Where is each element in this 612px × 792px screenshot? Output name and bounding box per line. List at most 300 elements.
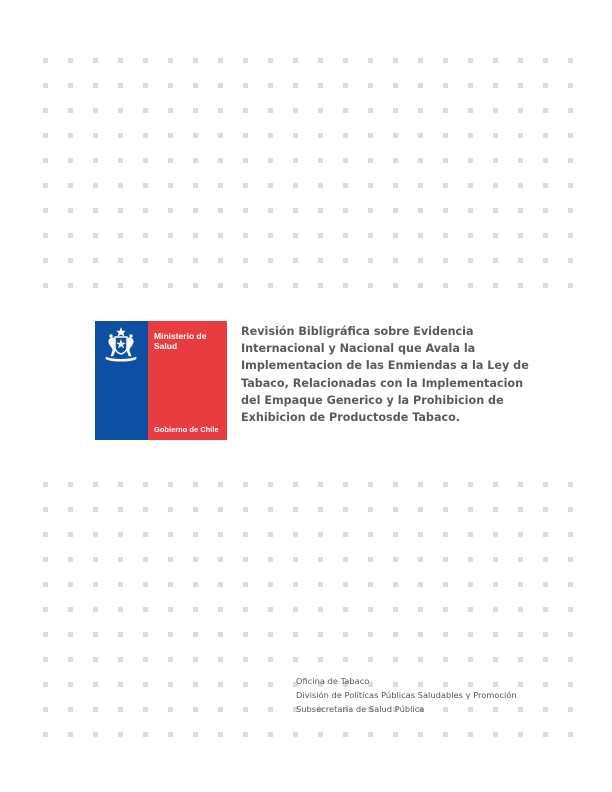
- grid-dot: [293, 258, 298, 263]
- grid-dot: [143, 158, 148, 163]
- grid-dot: [568, 233, 573, 238]
- grid-dot: [543, 507, 548, 512]
- grid-dot: [118, 532, 123, 537]
- grid-dot: [343, 482, 348, 487]
- grid-dot: [118, 482, 123, 487]
- title-line: Internacional y Nacional que Avala la: [241, 342, 476, 356]
- grid-dot: [143, 682, 148, 687]
- grid-dot: [168, 532, 173, 537]
- title-line: Revisión Bibligráfica sobre Evidencia: [241, 325, 474, 338]
- grid-dot: [543, 657, 548, 662]
- grid-dot: [443, 108, 448, 113]
- grid-dot: [318, 607, 323, 612]
- grid-dot: [143, 58, 148, 63]
- grid-dot: [318, 233, 323, 238]
- grid-dot: [218, 632, 223, 637]
- grid-dot: [243, 607, 248, 612]
- undersecretariat-name: Subsecretaría de Salud Pública: [296, 703, 425, 714]
- grid-dot: [418, 183, 423, 188]
- grid-dot: [343, 582, 348, 587]
- grid-dot: [518, 133, 523, 138]
- grid-dot: [443, 283, 448, 288]
- grid-dot: [493, 258, 498, 263]
- grid-dot: [43, 657, 48, 662]
- grid-dot: [143, 283, 148, 288]
- grid-dot: [43, 258, 48, 263]
- grid-dot: [143, 532, 148, 537]
- grid-dot: [143, 732, 148, 737]
- grid-dot: [218, 557, 223, 562]
- grid-dot: [293, 208, 298, 213]
- grid-dot: [118, 258, 123, 263]
- grid-dot: [418, 632, 423, 637]
- grid-dot: [393, 657, 398, 662]
- grid-dot: [568, 58, 573, 63]
- grid-dot: [68, 657, 73, 662]
- coat-of-arms-icon: [100, 325, 142, 363]
- grid-dot: [293, 108, 298, 113]
- grid-dot: [143, 607, 148, 612]
- grid-dot: [293, 83, 298, 88]
- grid-dot: [468, 108, 473, 113]
- grid-dot: [268, 582, 273, 587]
- grid-dot: [143, 233, 148, 238]
- grid-dot: [393, 133, 398, 138]
- grid-dot: [243, 732, 248, 737]
- grid-dot: [118, 682, 123, 687]
- grid-dot: [293, 482, 298, 487]
- government-name: Gobierno de Chile: [154, 425, 219, 434]
- grid-dot: [443, 607, 448, 612]
- grid-dot: [268, 507, 273, 512]
- grid-dot: [218, 607, 223, 612]
- grid-dot: [293, 607, 298, 612]
- grid-dot: [368, 233, 373, 238]
- grid-dot: [143, 258, 148, 263]
- grid-dot: [43, 133, 48, 138]
- grid-dot: [368, 632, 373, 637]
- grid-dot: [493, 83, 498, 88]
- grid-dot: [518, 183, 523, 188]
- grid-dot: [318, 657, 323, 662]
- grid-dot: [493, 607, 498, 612]
- grid-dot: [318, 208, 323, 213]
- grid-dot: [193, 707, 198, 712]
- grid-dot: [443, 158, 448, 163]
- grid-dot: [118, 133, 123, 138]
- grid-dot: [268, 707, 273, 712]
- grid-dot: [143, 83, 148, 88]
- grid-dot: [318, 183, 323, 188]
- grid-dot: [293, 532, 298, 537]
- grid-dot: [193, 657, 198, 662]
- grid-dot: [443, 632, 448, 637]
- grid-dot: [468, 183, 473, 188]
- grid-dot: [568, 258, 573, 263]
- grid-dot: [443, 258, 448, 263]
- grid-dot: [443, 482, 448, 487]
- grid-dot: [193, 58, 198, 63]
- grid-dot: [143, 557, 148, 562]
- grid-dot: [93, 108, 98, 113]
- grid-dot: [68, 183, 73, 188]
- grid-dot: [518, 507, 523, 512]
- grid-dot: [418, 283, 423, 288]
- grid-dot: [493, 732, 498, 737]
- grid-dot: [193, 108, 198, 113]
- grid-dot: [218, 258, 223, 263]
- grid-dot: [518, 607, 523, 612]
- grid-dot: [543, 183, 548, 188]
- grid-dot: [418, 557, 423, 562]
- grid-dot: [93, 607, 98, 612]
- grid-dot: [443, 732, 448, 737]
- grid-dot: [468, 557, 473, 562]
- grid-dot: [143, 482, 148, 487]
- grid-dot: [543, 58, 548, 63]
- grid-dot: [68, 507, 73, 512]
- document-title: [241, 323, 551, 426]
- grid-dot: [93, 532, 98, 537]
- grid-dot: [168, 607, 173, 612]
- grid-dot: [68, 532, 73, 537]
- grid-dot: [368, 283, 373, 288]
- grid-dot: [168, 183, 173, 188]
- grid-dot: [468, 83, 473, 88]
- grid-dot: [318, 283, 323, 288]
- grid-dot: [268, 208, 273, 213]
- grid-dot: [218, 532, 223, 537]
- grid-dot: [518, 532, 523, 537]
- grid-dot: [43, 158, 48, 163]
- grid-dot: [418, 258, 423, 263]
- ministry-name: Ministerio de Salud: [154, 331, 207, 351]
- grid-dot: [543, 582, 548, 587]
- grid-dot: [243, 58, 248, 63]
- grid-dot: [568, 532, 573, 537]
- grid-dot: [143, 582, 148, 587]
- grid-dot: [468, 732, 473, 737]
- grid-dot: [443, 183, 448, 188]
- grid-dot: [168, 657, 173, 662]
- grid-dot: [268, 607, 273, 612]
- grid-dot: [268, 482, 273, 487]
- grid-dot: [118, 732, 123, 737]
- grid-dot: [393, 632, 398, 637]
- grid-dot: [93, 582, 98, 587]
- grid-dot: [143, 183, 148, 188]
- grid-dot: [468, 58, 473, 63]
- grid-dot: [368, 557, 373, 562]
- grid-dot: [468, 507, 473, 512]
- grid-dot: [568, 158, 573, 163]
- grid-dot: [493, 283, 498, 288]
- grid-dot: [318, 108, 323, 113]
- grid-dot: [543, 258, 548, 263]
- grid-dot: [568, 732, 573, 737]
- grid-dot: [93, 133, 98, 138]
- grid-dot: [493, 632, 498, 637]
- grid-dot: [43, 83, 48, 88]
- grid-dot: [568, 108, 573, 113]
- grid-dot: [93, 507, 98, 512]
- grid-dot: [368, 108, 373, 113]
- grid-dot: [318, 482, 323, 487]
- grid-dot: [43, 732, 48, 737]
- grid-dot: [193, 607, 198, 612]
- grid-dot: [468, 482, 473, 487]
- grid-dot: [343, 183, 348, 188]
- grid-dot: [268, 183, 273, 188]
- grid-dot: [68, 158, 73, 163]
- grid-dot: [193, 283, 198, 288]
- grid-dot: [568, 657, 573, 662]
- grid-dot: [318, 83, 323, 88]
- grid-dot: [568, 208, 573, 213]
- grid-dot: [343, 283, 348, 288]
- grid-dot: [218, 233, 223, 238]
- grid-dot: [418, 83, 423, 88]
- grid-dot: [143, 133, 148, 138]
- grid-dot: [443, 233, 448, 238]
- grid-dot: [168, 482, 173, 487]
- grid-dot: [393, 233, 398, 238]
- grid-dot: [143, 208, 148, 213]
- grid-dot: [193, 158, 198, 163]
- grid-dot: [268, 233, 273, 238]
- grid-dot: [543, 83, 548, 88]
- grid-dot: [518, 108, 523, 113]
- grid-dot: [343, 233, 348, 238]
- grid-dot: [293, 158, 298, 163]
- grid-dot: [368, 58, 373, 63]
- grid-dot: [268, 532, 273, 537]
- grid-dot: [268, 682, 273, 687]
- grid-dot: [143, 657, 148, 662]
- grid-dot: [68, 682, 73, 687]
- grid-dot: [43, 233, 48, 238]
- grid-dot: [418, 582, 423, 587]
- grid-dot: [493, 183, 498, 188]
- issuing-office-block: [296, 675, 596, 716]
- grid-dot: [168, 507, 173, 512]
- grid-dot: [518, 158, 523, 163]
- grid-dot: [93, 707, 98, 712]
- grid-dot: [68, 582, 73, 587]
- grid-dot: [393, 582, 398, 587]
- grid-dot: [68, 732, 73, 737]
- grid-dot: [418, 233, 423, 238]
- grid-dot: [243, 482, 248, 487]
- grid-dot: [168, 133, 173, 138]
- grid-dot: [468, 283, 473, 288]
- grid-dot: [343, 657, 348, 662]
- grid-dot: [118, 507, 123, 512]
- grid-dot: [218, 108, 223, 113]
- grid-dot: [268, 133, 273, 138]
- grid-dot: [393, 158, 398, 163]
- grid-dot: [343, 108, 348, 113]
- grid-dot: [393, 557, 398, 562]
- grid-dot: [443, 507, 448, 512]
- grid-dot: [293, 233, 298, 238]
- grid-dot: [443, 582, 448, 587]
- grid-dot: [93, 183, 98, 188]
- grid-dot: [118, 632, 123, 637]
- grid-dot: [118, 707, 123, 712]
- grid-dot: [368, 158, 373, 163]
- grid-dot: [193, 258, 198, 263]
- grid-dot: [93, 482, 98, 487]
- grid-dot: [343, 258, 348, 263]
- grid-dot: [368, 482, 373, 487]
- grid-dot: [418, 208, 423, 213]
- grid-dot: [68, 707, 73, 712]
- grid-dot: [418, 108, 423, 113]
- grid-dot: [243, 233, 248, 238]
- grid-dot: [168, 732, 173, 737]
- grid-dot: [568, 183, 573, 188]
- grid-dot: [193, 133, 198, 138]
- grid-dot: [168, 108, 173, 113]
- grid-dot: [218, 83, 223, 88]
- grid-dot: [118, 83, 123, 88]
- grid-dot: [568, 482, 573, 487]
- grid-dot: [68, 258, 73, 263]
- grid-dot: [218, 732, 223, 737]
- grid-dot: [168, 632, 173, 637]
- grid-dot: [293, 183, 298, 188]
- grid-dot: [493, 482, 498, 487]
- grid-dot: [493, 532, 498, 537]
- grid-dot: [543, 732, 548, 737]
- grid-dot: [443, 532, 448, 537]
- grid-dot: [243, 557, 248, 562]
- grid-dot: [343, 83, 348, 88]
- grid-dot: [418, 607, 423, 612]
- grid-dot: [243, 283, 248, 288]
- grid-dot: [568, 133, 573, 138]
- grid-dot: [393, 283, 398, 288]
- grid-dot: [518, 557, 523, 562]
- grid-dot: [218, 482, 223, 487]
- grid-dot: [93, 233, 98, 238]
- grid-dot: [493, 557, 498, 562]
- grid-dot: [118, 158, 123, 163]
- grid-dot: [343, 133, 348, 138]
- grid-dot: [68, 557, 73, 562]
- grid-dot: [118, 657, 123, 662]
- grid-dot: [543, 607, 548, 612]
- grid-dot: [193, 507, 198, 512]
- grid-dot: [493, 158, 498, 163]
- office-name: Oficina de Tabaco: [296, 676, 370, 686]
- grid-dot: [243, 258, 248, 263]
- grid-dot: [168, 233, 173, 238]
- grid-dot: [243, 158, 248, 163]
- grid-dot: [393, 258, 398, 263]
- grid-dot: [268, 632, 273, 637]
- grid-dot: [243, 208, 248, 213]
- grid-dot: [168, 283, 173, 288]
- grid-dot: [118, 58, 123, 63]
- grid-dot: [518, 732, 523, 737]
- grid-dot: [168, 682, 173, 687]
- grid-dot: [68, 208, 73, 213]
- grid-dot: [243, 133, 248, 138]
- grid-dot: [193, 732, 198, 737]
- grid-dot: [468, 532, 473, 537]
- grid-dot: [218, 133, 223, 138]
- grid-dot: [218, 682, 223, 687]
- grid-dot: [318, 532, 323, 537]
- grid-dot: [93, 283, 98, 288]
- grid-dot: [218, 183, 223, 188]
- grid-dot: [343, 158, 348, 163]
- grid-dot: [368, 607, 373, 612]
- grid-dot: [368, 83, 373, 88]
- grid-dot: [193, 482, 198, 487]
- grid-dot: [318, 632, 323, 637]
- grid-dot: [543, 133, 548, 138]
- grid-dot: [393, 732, 398, 737]
- grid-dot: [518, 482, 523, 487]
- grid-dot: [393, 183, 398, 188]
- grid-dot: [68, 108, 73, 113]
- grid-dot: [268, 108, 273, 113]
- grid-dot: [418, 58, 423, 63]
- grid-dot: [143, 632, 148, 637]
- grid-dot: [293, 133, 298, 138]
- grid-dot: [243, 507, 248, 512]
- grid-dot: [493, 507, 498, 512]
- grid-dot: [493, 657, 498, 662]
- grid-dot: [218, 58, 223, 63]
- grid-dot: [568, 557, 573, 562]
- grid-dot: [368, 183, 373, 188]
- title-line: del Empaque Generico y la Prohibicion de: [241, 393, 504, 407]
- grid-dot: [318, 732, 323, 737]
- grid-dot: [193, 682, 198, 687]
- grid-dot: [43, 707, 48, 712]
- grid-dot: [468, 632, 473, 637]
- grid-dot: [168, 258, 173, 263]
- grid-dot: [568, 582, 573, 587]
- grid-dot: [468, 233, 473, 238]
- grid-dot: [193, 183, 198, 188]
- grid-dot: [543, 158, 548, 163]
- grid-dot: [93, 58, 98, 63]
- grid-dot: [268, 732, 273, 737]
- grid-dot: [293, 657, 298, 662]
- grid-dot: [393, 607, 398, 612]
- grid-dot: [243, 108, 248, 113]
- grid-dot: [93, 258, 98, 263]
- grid-dot: [493, 582, 498, 587]
- grid-dot: [193, 83, 198, 88]
- grid-dot: [468, 208, 473, 213]
- grid-dot: [118, 557, 123, 562]
- grid-dot: [543, 532, 548, 537]
- grid-dot: [543, 482, 548, 487]
- grid-dot: [293, 732, 298, 737]
- grid-dot: [168, 83, 173, 88]
- grid-dot: [293, 58, 298, 63]
- grid-dot: [568, 607, 573, 612]
- grid-dot: [243, 183, 248, 188]
- title-line: Implementacion de las Enmiendas a la Ley de: [241, 359, 529, 373]
- grid-dot: [568, 83, 573, 88]
